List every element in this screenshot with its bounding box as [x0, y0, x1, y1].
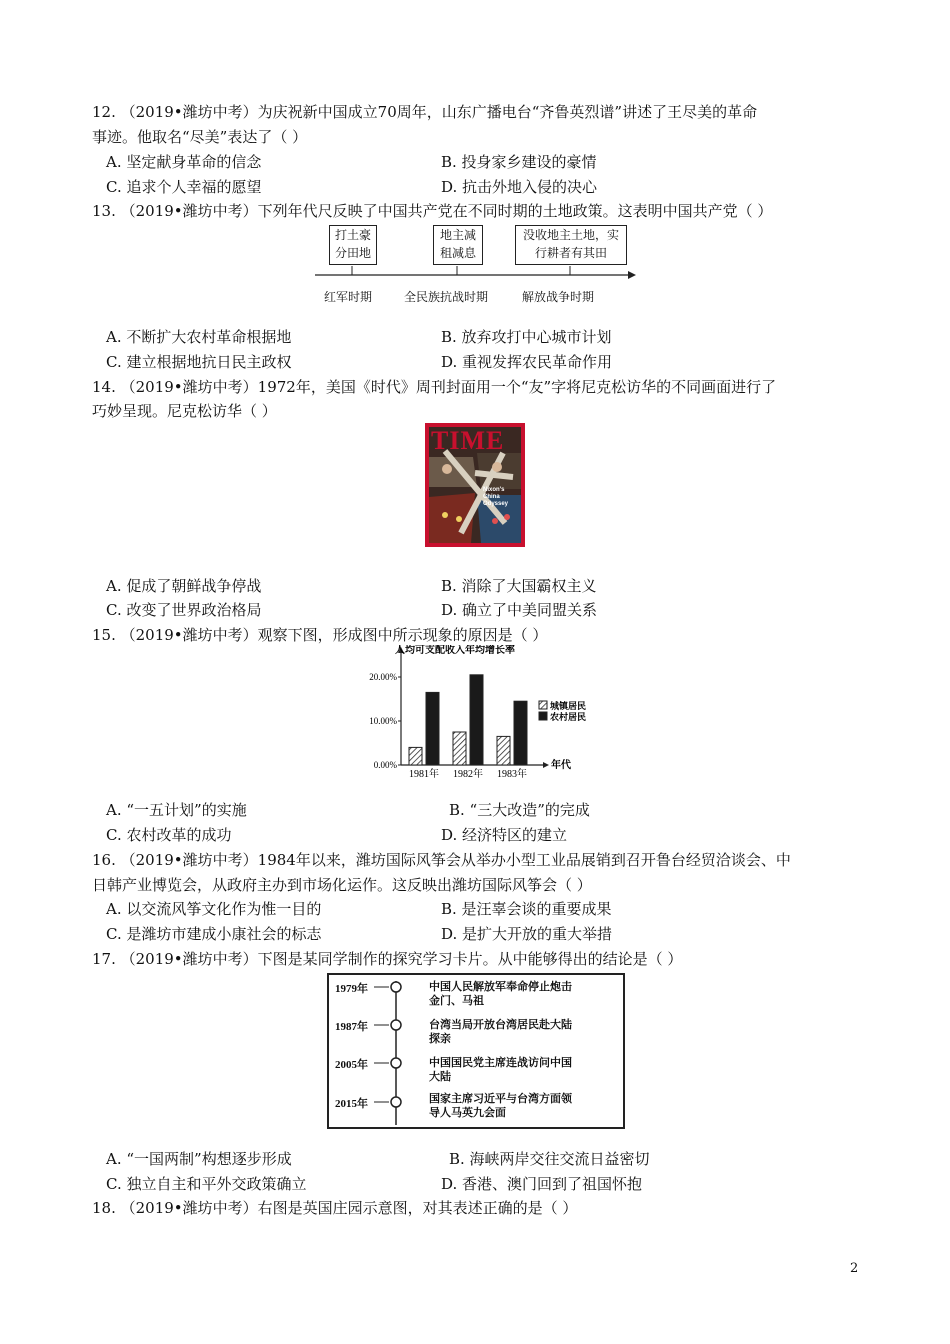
card-event-1987: 台湾当局开放台湾居民赴大陆 探亲	[429, 1018, 572, 1045]
q16-option-d[interactable]: D. 是扩大开放的重大举措	[441, 925, 613, 943]
q17-option-a[interactable]: A. “一国两制”构想逐步形成	[106, 1150, 292, 1168]
card-event-2015: 国家主席习近平与台湾方面领 导人马英九会面	[429, 1092, 572, 1119]
q14-stem-line-1: 14. （2019•潍坊中考）1972年，美国《时代》周刊封面用一个“友”字将尼克松访华的不同画面进行了	[92, 378, 777, 396]
chart-y-label: 人均可支配收入年均增长率	[395, 645, 515, 656]
q13-option-b[interactable]: B. 放弃攻打中心城市计划	[441, 328, 612, 346]
chart-bar-rural	[426, 692, 439, 765]
timeline-box-anti-japanese: 地主减 租减息	[433, 225, 483, 265]
q14-option-b[interactable]: B. 消除了大国霸权主义	[441, 577, 597, 595]
chart-y-tick-label: 20.00%	[369, 672, 397, 682]
chart-x-label: 年代	[551, 760, 571, 771]
q15-option-b[interactable]: B. “三大改造”的完成	[449, 801, 590, 819]
q15-option-d[interactable]: D. 经济特区的建立	[441, 826, 568, 844]
time-cover-caption: Nixon's China Odyssey	[483, 487, 509, 507]
time-magazine-cover	[425, 423, 525, 547]
q12-stem-line-1: 12. （2019•潍坊中考）为庆祝新中国成立70周年，山东广播电台“齐鲁英烈谱”讲述了王尽美的革命	[92, 103, 758, 121]
chart-bar-urban	[453, 732, 466, 765]
chart-x-tick-label: 1981年	[409, 769, 439, 780]
q13-option-a[interactable]: A. 不断扩大农村革命根据地	[106, 328, 292, 346]
income-growth-chart	[355, 645, 615, 785]
study-card	[327, 973, 625, 1129]
income-growth-chart-svg	[355, 645, 615, 785]
period-anti-japanese: 全民族抗战时期	[404, 290, 489, 304]
card-year-2015: 2015年	[335, 1098, 368, 1110]
q14-option-a[interactable]: A. 促成了朝鲜战争停战	[106, 577, 262, 595]
chart-x-arrow	[543, 762, 549, 768]
q17-stem-line-1: 17. （2019•潍坊中考）下图是某同学制作的探究学习卡片。从中能够得出的结论是（ ）	[92, 950, 683, 968]
chart-legend-swatch	[539, 701, 547, 709]
card-year-1987: 1987年	[335, 1021, 368, 1033]
card-event-1979: 中国人民解放军奉命停止炮击 金门、马祖	[429, 980, 572, 1007]
q17-option-d[interactable]: D. 香港、澳门回到了祖国怀抱	[441, 1175, 643, 1193]
chart-y-tick-label: 10.00%	[369, 716, 397, 726]
timeline-box-red-army: 打土豪 分田地	[329, 225, 377, 265]
chart-bar-rural	[470, 675, 483, 765]
q12-option-c[interactable]: C. 追求个人幸福的愿望	[106, 178, 262, 196]
card-year-1979: 1979年	[335, 983, 368, 995]
chart-x-tick-label: 1982年	[453, 769, 483, 780]
q18-stem-line-1: 18. （2019•潍坊中考）右图是英国庄园示意图，对其表述正确的是（ ）	[92, 1199, 578, 1217]
chart-y-tick-label: 0.00%	[373, 760, 397, 770]
q15-stem-line-1: 15. （2019•潍坊中考）观察下图，形成图中所示现象的原因是（ ）	[92, 626, 548, 644]
q15-option-c[interactable]: C. 农村改革的成功	[106, 826, 232, 844]
q12-option-b[interactable]: B. 投身家乡建设的豪情	[441, 153, 597, 171]
q12-option-d[interactable]: D. 抗击外地入侵的决心	[441, 178, 598, 196]
period-red-army: 红军时期	[324, 290, 373, 304]
chart-bar-urban	[409, 747, 422, 765]
q13-option-c[interactable]: C. 建立根据地抗日民主政权	[106, 353, 292, 371]
period-liberation: 解放战争时期	[522, 290, 595, 304]
chart-x-tick-label: 1983年	[497, 769, 527, 780]
chart-bar-urban	[497, 736, 510, 765]
card-event-2005: 中国国民党主席连战访问中国 大陆	[429, 1056, 572, 1083]
q14-option-c[interactable]: C. 改变了世界政治格局	[106, 601, 262, 619]
chart-bar-rural	[514, 701, 527, 765]
q13-option-d[interactable]: D. 重视发挥农民革命作用	[441, 353, 613, 371]
q16-option-a[interactable]: A. 以交流风筝文化作为惟一目的	[106, 900, 322, 918]
q16-stem-line-2: 日韩产业博览会，从政府主办到市场化运作。这反映出潍坊国际风筝会（ ）	[92, 876, 592, 894]
page-number: 2	[850, 1261, 859, 1276]
q15-option-a[interactable]: A. “一五计划”的实施	[106, 801, 247, 819]
q12-stem-line-2: 事迹。他取名“尽美”表达了（ ）	[92, 128, 308, 146]
q17-option-b[interactable]: B. 海峡两岸交往交流日益密切	[449, 1150, 650, 1168]
q14-option-d[interactable]: D. 确立了中美同盟关系	[441, 601, 598, 619]
card-year-2005: 2005年	[335, 1059, 368, 1071]
q16-option-b[interactable]: B. 是汪辜会谈的重要成果	[441, 900, 612, 918]
q13-timeline-figure	[310, 222, 640, 308]
q12-option-a[interactable]: A. 坚定献身革命的信念	[106, 153, 262, 171]
q16-option-c[interactable]: C. 是潍坊市建成小康社会的标志	[106, 925, 322, 943]
q16-stem-line-1: 16. （2019•潍坊中考）1984年以来，潍坊国际风筝会从举办小型工业品展销到召开鲁台经贸洽谈会、中	[92, 851, 791, 869]
chart-legend-swatch	[539, 712, 547, 720]
time-magazine-title: TIME	[431, 426, 505, 455]
chart-legend-label: 城镇居民	[550, 702, 587, 712]
q14-stem-line-2: 巧妙呈现。尼克松访华（ ）	[92, 402, 277, 420]
q17-option-c[interactable]: C. 独立自主和平外交政策确立	[106, 1175, 307, 1193]
chart-legend-label: 农村居民	[550, 713, 587, 723]
timeline-box-liberation: 没收地主土地，实 行耕者有其田	[515, 225, 627, 265]
q13-stem-line-1: 13. （2019•潍坊中考）下列年代尺反映了中国共产党在不同时期的土地政策。这表明中国共产党（ ）	[92, 202, 773, 220]
